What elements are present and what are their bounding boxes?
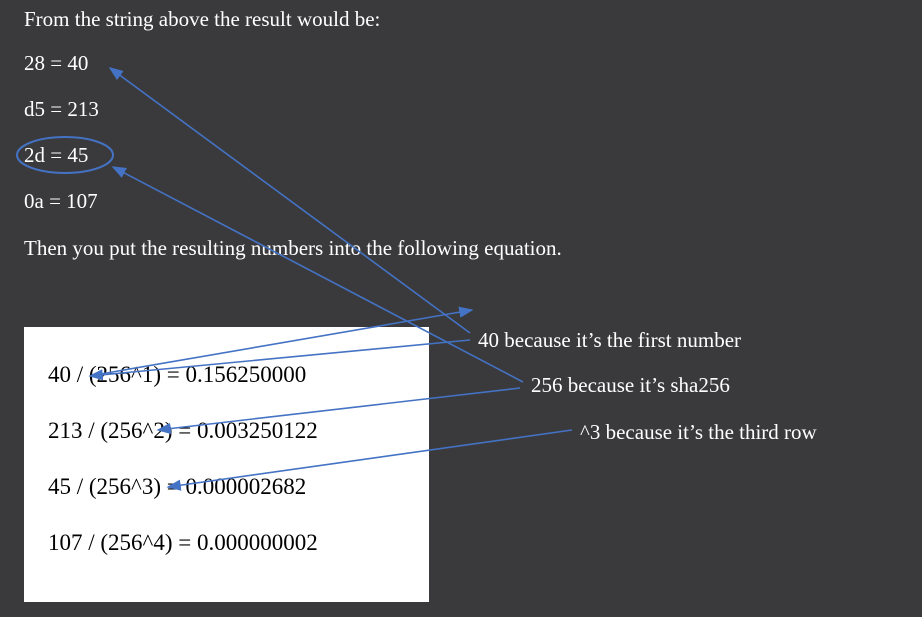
equation-line-3: 107 / (256^4) = 0.000000002 [48, 530, 318, 555]
arrow-to-28-row [110, 68, 470, 333]
annotation-sha256: 256 because it’s sha256 [531, 373, 730, 397]
then-paragraph: Then you put the resulting numbers into the following equation. [24, 236, 562, 260]
annotation-first-number: 40 because it’s the first number [478, 328, 742, 352]
equation-line-1: 213 / (256^2) = 0.003250122 [48, 418, 318, 443]
hex-row-1: d5 = 213 [24, 97, 99, 121]
intro-paragraph: From the string above the result would be: [24, 7, 381, 31]
hex-row-2: 2d = 45 [24, 143, 89, 167]
annotation-third-row: ^3 because it’s the third row [580, 420, 817, 444]
hex-row-3: 0a = 107 [24, 189, 98, 213]
equation-line-2: 45 / (256^3) = 0.000002682 [48, 474, 307, 499]
equation-box [24, 327, 429, 602]
hex-row-0: 28 = 40 [24, 51, 89, 75]
equation-line-0: 40 / (256^1) = 0.156250000 [48, 362, 307, 387]
